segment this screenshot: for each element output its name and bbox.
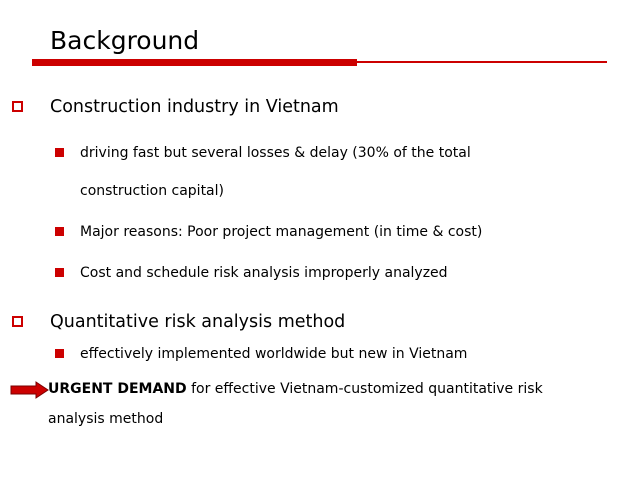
right-arrow-icon [10,381,50,399]
filled-square-bullet-icon [55,148,64,157]
filled-square-bullet-icon [55,227,64,236]
slide-title: Background [50,26,200,55]
filled-square-bullet-icon [55,268,64,277]
sub-bullet-driving-fast-continued: construction capital) [80,183,224,199]
urgent-demand-label: URGENT DEMAND [48,381,187,397]
bullet-construction-industry: Construction industry in Vietnam [50,97,339,117]
urgent-demand-text-continued: analysis method [48,411,164,427]
sub-bullet-cost-schedule: Cost and schedule risk analysis improperly analyzed [80,265,448,281]
sub-bullet-major-reasons: Major reasons: Poor project management (in time & cost) [80,224,483,240]
bullet-quantitative-risk: Quantitative risk analysis method [50,312,346,332]
urgent-demand-rest: for effective Vietnam-customized quantitative risk [186,381,543,397]
filled-square-bullet-icon [55,349,64,358]
urgent-demand-text [48,379,618,399]
sub-bullet-worldwide: effectively implemented worldwide but new in Vietnam [80,346,468,362]
hollow-square-bullet-icon [12,316,23,327]
title-underline-accent [32,59,357,66]
hollow-square-bullet-icon [12,101,23,112]
sub-bullet-driving-fast: driving fast but several losses & delay (30% of the total [80,145,471,161]
